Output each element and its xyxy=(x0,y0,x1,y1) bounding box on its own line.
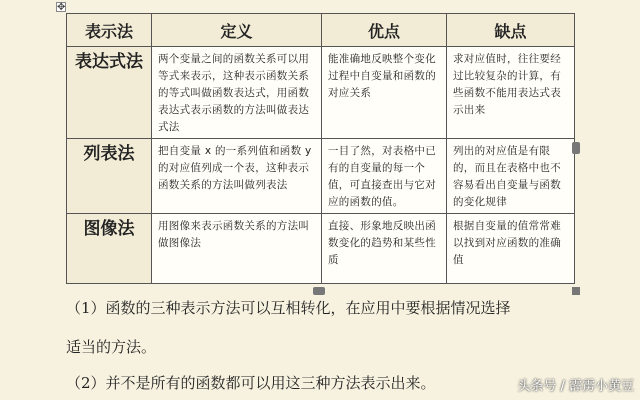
row-pros: 一目了然，对表格中已有的自变量的每一个值，可直接查出与它对应的函数的值。 xyxy=(322,139,447,214)
watermark: 头条号 / 霹雳小黄豆 xyxy=(517,379,634,394)
row-definition: 把自变量 x 的一系列值和函数 y 的对应值列成一个表，这种表示函数关系的方法叫做列表法 xyxy=(152,139,322,214)
header-method: 表示法 xyxy=(67,14,152,47)
table-resize-bottom-icon[interactable] xyxy=(313,287,325,295)
header-cons: 缺点 xyxy=(447,14,575,47)
note-2: （2）并不是所有的函数都可以用这三种方法表示出来。 xyxy=(66,374,436,392)
row-method-name: 列表法 xyxy=(67,139,152,214)
table-row xyxy=(67,214,575,284)
header-pros: 优点 xyxy=(322,14,447,47)
table-header-row xyxy=(67,14,575,47)
row-cons: 求对应值时，往往要经过比较复杂的计算，有些函数不能用表达式表示出来 xyxy=(447,47,575,139)
note-1-line-2: 适当的方法。 xyxy=(66,338,157,356)
row-cons: 根据自变量的值常常难以找到对应函数的准确值 xyxy=(447,214,575,284)
table-move-handle-icon[interactable]: ✥ xyxy=(57,2,66,13)
row-method-name: 图像法 xyxy=(67,214,152,284)
row-cons: 列出的对应值是有限的，而且在表格中也不容易看出自变量与函数的变化规律 xyxy=(447,139,575,214)
table-row xyxy=(67,47,575,139)
row-method-name: 表达式法 xyxy=(67,47,152,139)
table-resize-corner-icon[interactable] xyxy=(572,287,580,295)
row-pros: 直接、形象地反映出函数变化的趋势和某些性质 xyxy=(322,214,447,284)
row-definition: 两个变量之间的函数关系可以用等式来表示，这种表示函数关系的等式叫做函数表达式，用函数表达式表示函数的方法叫做表达式法 xyxy=(152,47,322,139)
table-row xyxy=(67,139,575,214)
row-definition: 用图像来表示函数关系的方法叫做图像法 xyxy=(152,214,322,284)
table-resize-right-icon[interactable] xyxy=(572,142,580,154)
row-pros: 能准确地反映整个变化过程中自变量和函数的对应关系 xyxy=(322,47,447,139)
header-definition: 定义 xyxy=(152,14,322,47)
function-representation-table xyxy=(66,13,575,284)
note-1-line-1: （1）函数的三种表示方法可以互相转化，在应用中要根据情况选择 xyxy=(66,299,511,317)
